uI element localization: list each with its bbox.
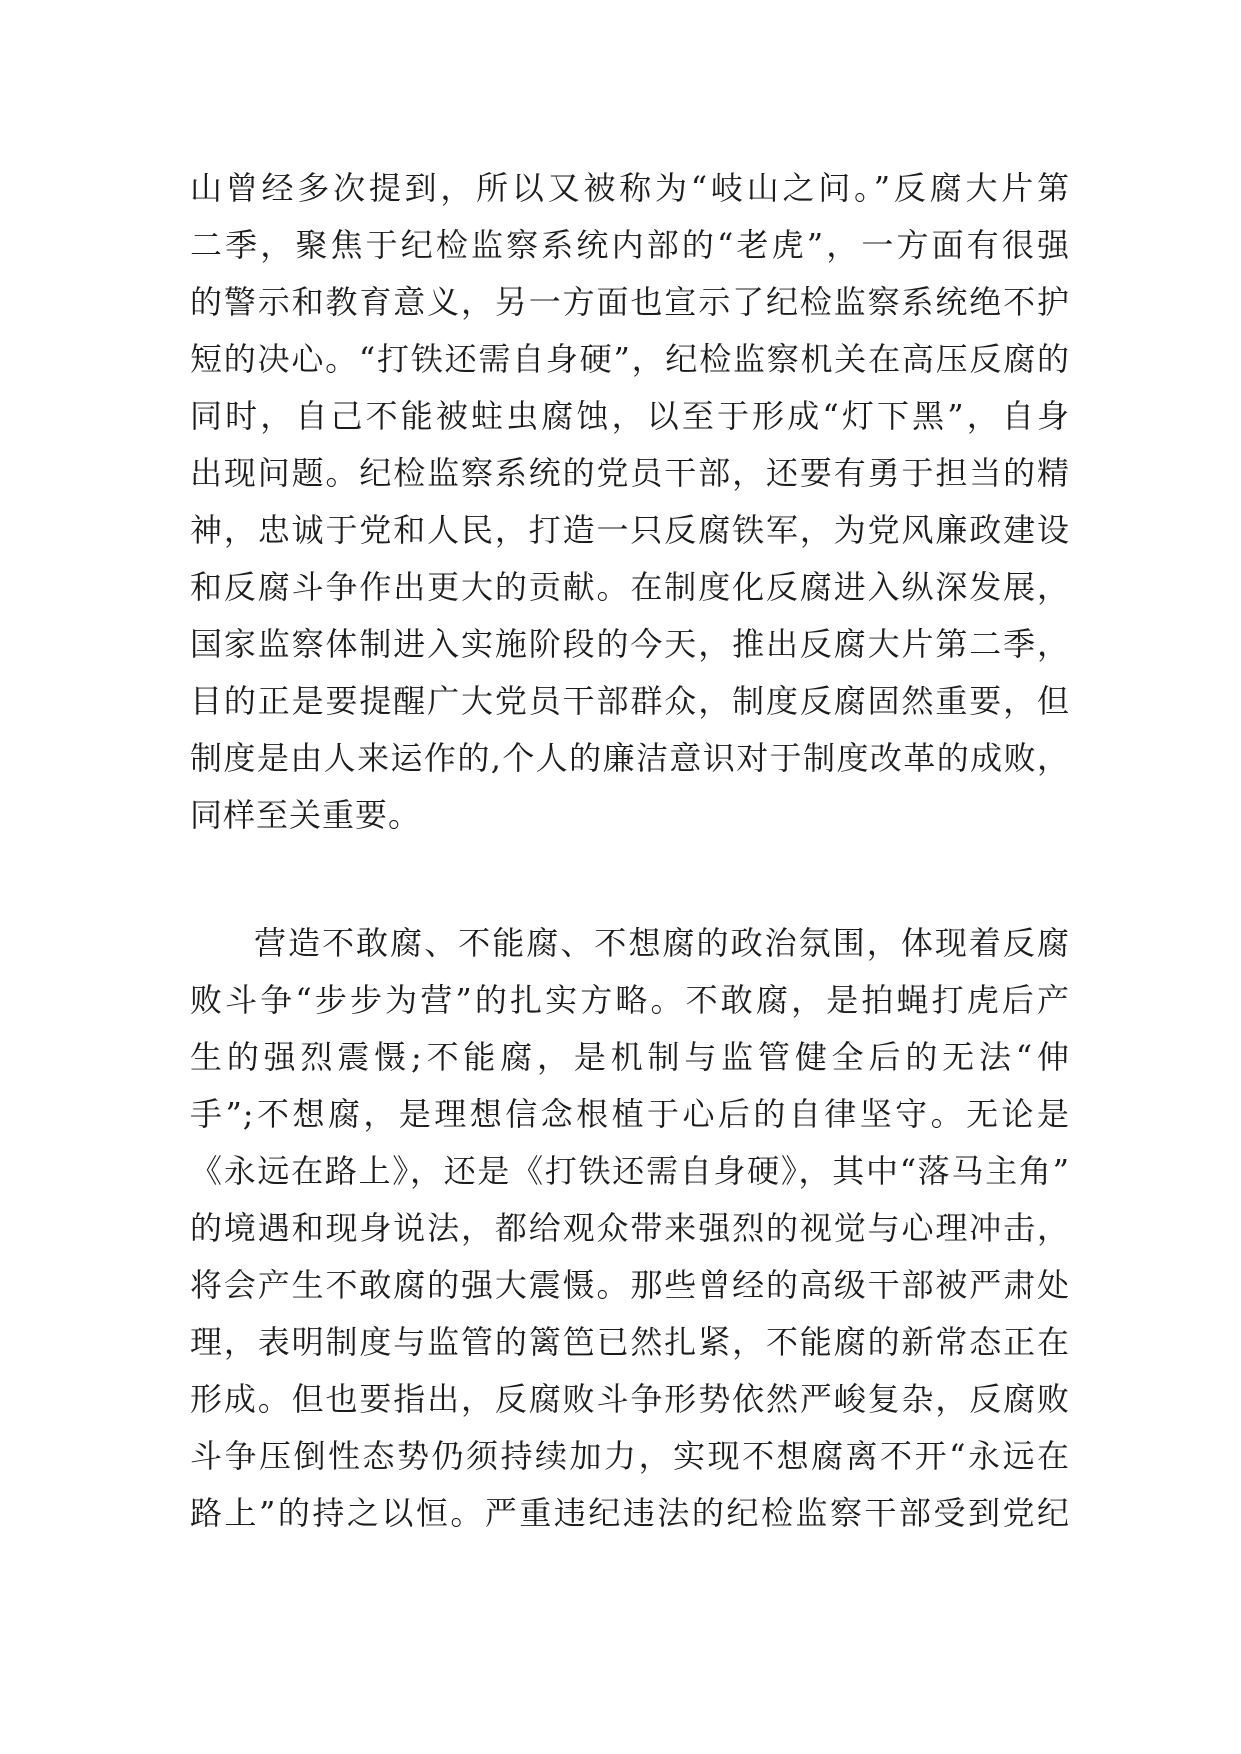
text-line: 目的正是要提醒广大党员干部群众，制度反腐固然重要，但 bbox=[190, 682, 1070, 720]
text-line: 路上”的持之以恒。严重违纪违法的纪检监察干部受到党纪 bbox=[190, 1494, 1070, 1532]
text-line: 形成。但也要指出，反腐败斗争形势依然严峻复杂，反腐败 bbox=[190, 1380, 1070, 1418]
text-line: 短的决心。“打铁还需自身硬”，纪检监察机关在高压反腐的 bbox=[190, 340, 1070, 378]
paragraph-2 bbox=[190, 915, 1070, 1542]
text-line: 理，表明制度与监管的篱笆已然扎紧，不能腐的新常态正在 bbox=[190, 1323, 1070, 1361]
text-line: 神，忠诚于党和人民，打造一只反腐铁军，为党风廉政建设 bbox=[190, 511, 1070, 549]
text-line: 《永远在路上》，还是《打铁还需自身硬》，其中“落马主角” bbox=[190, 1152, 1070, 1190]
text-line: 二季，聚焦于纪检监察系统内部的“老虎”，一方面有很强 bbox=[190, 226, 1070, 264]
text-line: 制度是由人来运作的,个人的廉洁意识对于制度改革的成败， bbox=[190, 739, 1070, 777]
text-line: 同时，自己不能被蛀虫腐蚀，以至于形成“灯下黑”，自身 bbox=[190, 397, 1070, 435]
paragraph-1 bbox=[190, 160, 1070, 844]
text-line: 的警示和教育意义，另一方面也宣示了纪检监察系统绝不护 bbox=[190, 283, 1070, 321]
text-line: 将会产生不敢腐的强大震慑。那些曾经的高级干部被严肃处 bbox=[190, 1266, 1070, 1304]
text-line: 山曾经多次提到，所以又被称为“岐山之问。”反腐大片第 bbox=[190, 169, 1070, 207]
text-line: 和反腐斗争作出更大的贡献。在制度化反腐进入纵深发展， bbox=[190, 568, 1070, 606]
text-line: 的境遇和现身说法，都给观众带来强烈的视觉与心理冲击， bbox=[190, 1209, 1070, 1247]
text-line: 败斗争“步步为营”的扎实方略。不敢腐，是拍蝇打虎后产 bbox=[190, 981, 1070, 1019]
text-line: 生的强烈震慑;不能腐，是机制与监管健全后的无法“伸 bbox=[190, 1038, 1070, 1076]
text-line: 营造不敢腐、不能腐、不想腐的政治氛围，体现着反腐 bbox=[254, 924, 1070, 962]
text-line: 国家监察体制进入实施阶段的今天，推出反腐大片第二季， bbox=[190, 625, 1070, 663]
text-line: 手”;不想腐，是理想信念根植于心后的自律坚守。无论是 bbox=[190, 1095, 1070, 1133]
text-line: 出现问题。纪检监察系统的党员干部，还要有勇于担当的精 bbox=[190, 454, 1070, 492]
text-line: 同样至关重要。 bbox=[190, 796, 422, 834]
text-line: 斗争压倒性态势仍须持续加力，实现不想腐离不开“永远在 bbox=[190, 1437, 1070, 1475]
